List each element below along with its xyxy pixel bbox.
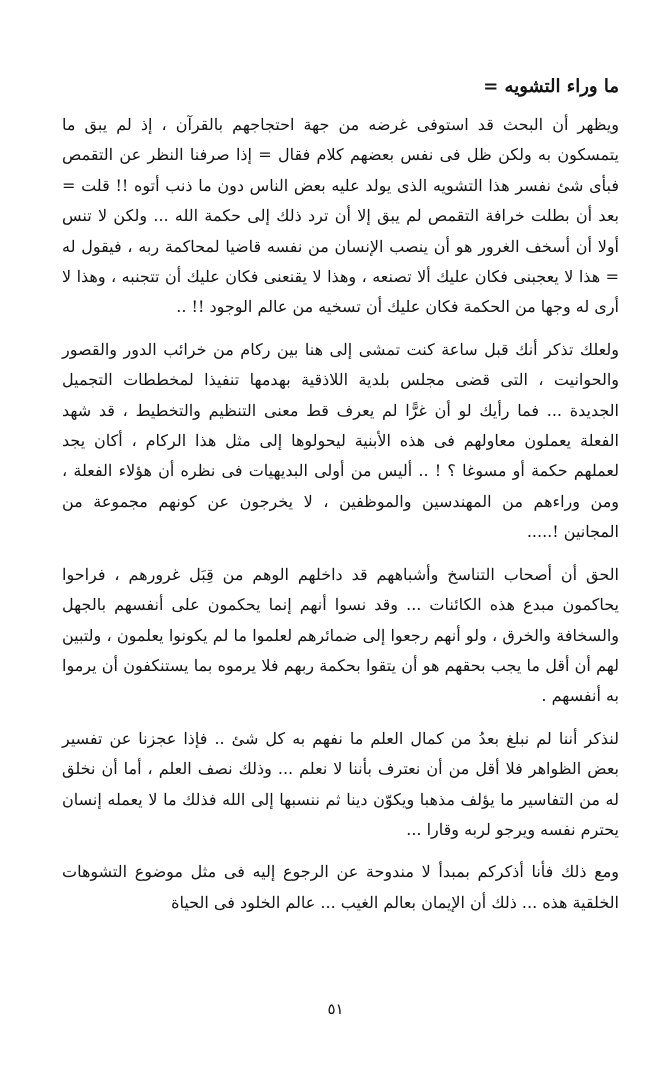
section-title: ما وراء التشويه = [483, 76, 619, 97]
paragraph: ويظهر أن البحث قد استوفى غرضه من جهة احتجاجهم بالقرآن ، إذ لم يبق ما يتمسكون به ولكن ظل فى نفس بعضهم كلام فقال = إذا صرفنا النظر عن التقمص فبأى شئ نفسر هذا التشويه الذى يولد عليه بعض الناس دون ما ذنب أتوه !! قلت = بعد أن بطلت خرافة التقمص لم يبق إلا أن ترد ذلك إلى حكمة الله ... ولكن لا تنس أولا أن أسخف الغرور هو أن ينصب الإنسان من نفسه قاضيا لمحاكمة ربه ، فيقول له = هذا لا يعجبنى فكان عليك ألا تصنعه ، وهذا لا يقنعنى فكان عليك أن تتجنبه ، وهذا لا أرى له وجها من الحكمة فكان عليك أن تسخيه من عالم الوجود !! .. [62, 115, 620, 317]
paragraph: الحق أن أصحاب التناسخ وأشباههم قد داخلهم الوهم من قِبَل غرورهم ، فراحوا يحاكمون مبدع هذه الكائنات ... وقد نسوا أنهم إنما يحكمون على أنفسهم بالجهل والسخافة والخرق ، ولو أنهم رجعوا إلى ضمائرهم لعلموا ما لم يكونوا يعلمون ، ولتبين لهم أن أقل ما يجب بحقهم هو أن يتقوا بحكمة ربهم فلا يرموه بما يستنكفون أن يرموا به أنفسهم . [62, 564, 619, 706]
paragraph: ومع ذلك فأنا أذكركم بمبدأ لا مندوحة عن الرجوع إليه فى مثل موضوع التشوهات الخلقية هذه ... ذلك أن الإيمان بعالم الغيب ... عالم الخلود فى الحياة [62, 862, 619, 912]
paragraph: ولعلك تذكر أنك قبل ساعة كنت تمشى إلى هنا بين ركام من خرائب الدور والقصور والحوانيت ، التى قضى مجلس بلدية اللاذقية بهدمها تنفيذا لمخططات التجميل الجديدة ... فما رأيك لو أن غرًّا لم يعرف قط معنى التنظيم والتخطيط ، قد شهد الفعلة يعملون معاولهم فى هذه الأبنية ليحولوها إلى مثل هذا الركام ، أكان يجد لعملهم حكمة أو مسوغا ؟ ! .. أليس من أولى البديهيات فى نظره أن هؤلاء الفعلة ، ومن وراءهم من المهندسين والموظفين ، لا يخرجون عن كونهم مجموعة من المجانين !..... [62, 339, 620, 542]
paragraph: لنذكر أننا لم نبلغ بعدُ من كمال العلم ما نفهم به كل شئ .. فإذا عجزنا عن تفسير بعض الظواهر فلا أقل من أن نعترف بأننا لا نعلم ... وذلك نصف العلم ، أما أن نخلق له من التفاسير ما يؤلف مذهبا ويكوّن دينا ثم ننسبها إلى الله فذلك ما لا يعمله إنسان يحترم نفسه ويرجو لربه وقارا ... [62, 728, 619, 839]
page-number: ٥١ [327, 1000, 344, 1018]
